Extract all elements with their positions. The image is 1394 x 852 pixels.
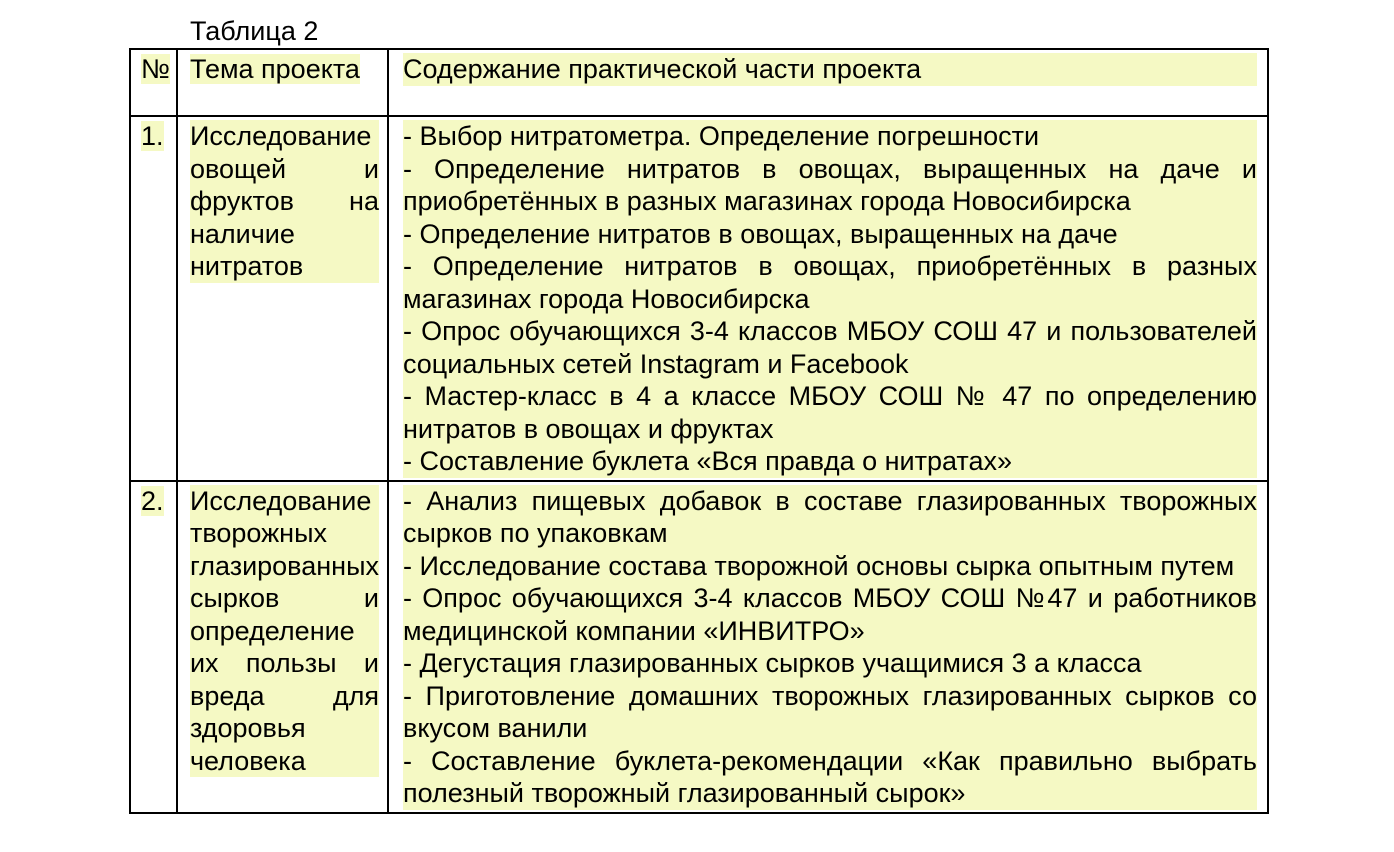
- table-row: [130, 116, 1268, 481]
- content-item: - Определение нитратов в овощах, выращенных на даче: [403, 218, 1257, 251]
- header-num: №: [141, 54, 170, 84]
- row-num: 1.: [141, 121, 164, 151]
- content-item: - Приготовление домашних творожных глазированных сырков со вкусом ванили: [402, 680, 1257, 743]
- row-topic-cell: [177, 481, 388, 813]
- content-item: - Дегустация глазированных сырков учащимися 3 а класса: [403, 647, 1257, 680]
- content-item: - Исследование состава творожной основы сырка опытным путем: [403, 550, 1257, 583]
- table-row: [130, 481, 1268, 813]
- content-item: - Мастер-класс в 4 а классе МБОУ СОШ № 47 по определению нитратов в овощах и фруктах: [402, 381, 1257, 444]
- table-caption: Таблица 2: [190, 16, 319, 46]
- header-topic-cell: [177, 49, 388, 116]
- row-topic-cell: [177, 116, 388, 481]
- content-item: - Составление буклета-рекомендации «Как правильно выбрать полезный творожный глазированный сырок»: [402, 745, 1257, 808]
- content-item: - Выбор нитратометра. Определение погрешности: [403, 120, 1257, 153]
- projects-table: [129, 48, 1269, 814]
- row-content-cell: [388, 116, 1268, 481]
- content-item: - Составление буклета «Вся правда о нитратах»: [403, 445, 1257, 478]
- header-content: Содержание практической части проекта: [403, 53, 1257, 86]
- row-num: 2.: [141, 485, 164, 516]
- content-item: - Определение нитратов в овощах, приобретённых в разных магазинах города Новосибирска: [402, 251, 1257, 314]
- row-num-cell: [130, 481, 177, 813]
- row-topic: Исследование творожных глазированных сырков и определение их пользы и вреда для здоровья человека: [189, 485, 379, 776]
- header-content-cell: [388, 49, 1268, 116]
- header-num-cell: [130, 49, 177, 116]
- row-content-cell: [388, 481, 1268, 813]
- content-item: - Опрос обучающихся 3-4 классов МБОУ СОШ №47 и работников медицинской компании «ИНВИТРО»: [402, 583, 1257, 646]
- content-item: - Определение нитратов в овощах, выращенных на даче и приобретённых в разных магазинах города Новосибирска: [402, 153, 1257, 216]
- header-topic: Тема проекта: [189, 54, 360, 84]
- table-header-row: [130, 49, 1268, 116]
- row-num-cell: [130, 116, 177, 481]
- row-topic: Исследование овощей и фруктов на наличие нитратов: [189, 121, 379, 281]
- content-item: - Анализ пищевых добавок в составе глазированных творожных сырков по упаковкам: [402, 485, 1257, 548]
- content-item: - Опрос обучающихся 3-4 классов МБОУ СОШ 47 и пользователей социальных сетей Instagram и Facebook: [402, 316, 1257, 379]
